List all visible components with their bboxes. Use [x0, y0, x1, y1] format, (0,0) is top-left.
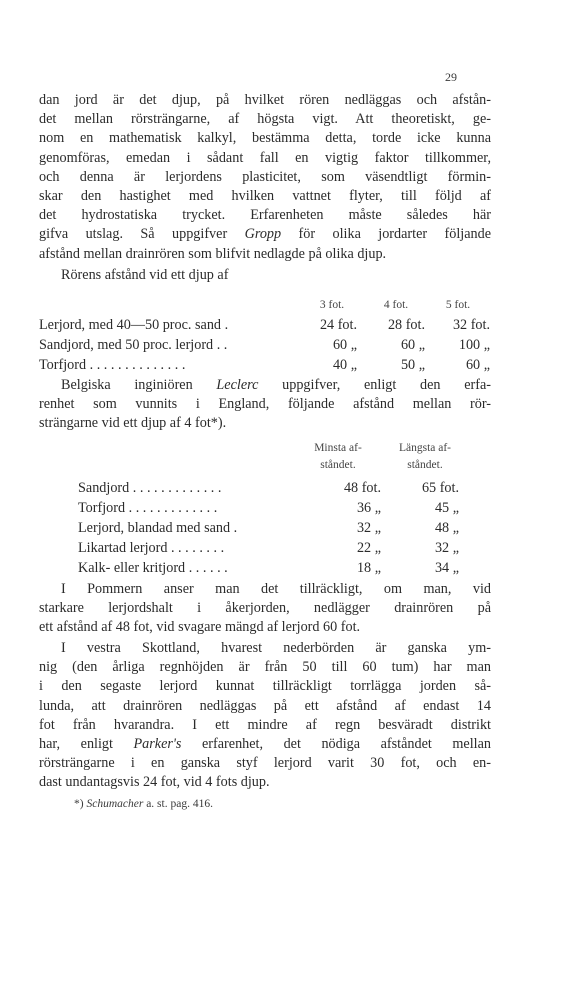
text-line: afstånd mellan drainrören som blifvit nedlagde på olika djup.: [39, 245, 387, 262]
paragraph-drain-depth: [39, 91, 491, 264]
table-row: Sandjord, med 50 proc. lerjord . . 60 „ 60 „ 100 „: [39, 337, 490, 353]
table1-caption-row: [39, 266, 491, 285]
text-line: nom en mathematisk kalkyl, bestämma detta, torde icke kunna: [39, 130, 491, 147]
table-row: Sandjord . . . . . . . . . . . . . 48 fot. 65 fot.: [78, 480, 459, 496]
table2-header-max-2: ståndet.: [407, 459, 443, 471]
text-line: ett afstånd af 48 fot, vid svagare mängd af lerjord 60 fot.: [39, 619, 361, 636]
paragraph-leclerc: [39, 376, 491, 434]
text-line: det hydrostatiska trycket. Erfarenheten måste således här: [39, 207, 491, 224]
text-line: i den segaste lerjord kunnat tillräckligt torrlägga jorden så-: [39, 678, 491, 695]
text-line: lunda, att drainrören nedläggas på ett afstånd af endast 14: [39, 697, 491, 714]
text-line: dast undantagsvis 24 fot, vid 4 fots djup.: [39, 774, 270, 791]
text-line: I Pommern anser man det tillräckligt, om man, vid: [61, 581, 491, 597]
paragraph-pommern: [39, 580, 491, 638]
table-row: Likartad lerjord . . . . . . . . 22 „ 32 „: [78, 540, 459, 556]
footnote: *) Schumacher a. st. pag. 416.: [74, 798, 213, 810]
footnote-author: Schumacher: [86, 798, 144, 810]
table2-header-min-1: Minsta af-: [314, 442, 362, 454]
text-line: fot från hvarandra. I ett mindre af regn besväradt distrikt: [39, 716, 491, 733]
author-name: Leclerc: [216, 377, 259, 393]
table1-header-4fot: 4 fot.: [383, 299, 409, 311]
table2-header-min-2: ståndet.: [320, 459, 356, 471]
text-line: Belgiska inginiören Leclerc uppgifver, enligt den erfa-: [61, 377, 491, 393]
table1-header-5fot: 5 fot.: [445, 299, 471, 311]
table-row: Torfjord . . . . . . . . . . . . . 36 „ 45 „: [78, 500, 459, 516]
table-row: Lerjord, blandad med sand . 32 „ 48 „: [78, 520, 459, 536]
text-line: det mellan rörsträngarne, af högsta vigt. Att theoretiskt, ge-: [39, 111, 491, 128]
table-row: Torfjord . . . . . . . . . . . . . . 40 „ 50 „ 60 „: [39, 357, 490, 373]
author-name: Gropp: [244, 226, 282, 243]
author-name: Parker's: [133, 736, 182, 753]
text-line: genomföras, emedan i sådant fall en vigtig faktor tillkommer,: [39, 149, 491, 166]
text-line: skar den hastighet med hvilken vattnet flyter, till följd af: [39, 188, 491, 205]
table-row: Kalk- eller kritjord . . . . . . 18 „ 34 „: [78, 560, 459, 576]
table2-header-max-1: Längsta af-: [398, 442, 452, 454]
table1-caption: Rörens afstånd vid ett djup af: [61, 267, 229, 283]
text-line: har, enligt Parker's erfarenhet, det nödiga afståndet mellan: [39, 736, 491, 753]
text-line: rörsträngarne i en ganska styf lerjord varit 30 fot, och en-: [39, 755, 491, 772]
text-line: nig (den årliga regnhöjden är från 50 till 60 tum) har man: [39, 659, 491, 676]
text-line: och denna är lerjordens plasticitet, som väsendtligt förmin-: [39, 168, 491, 185]
table1-header-3fot: 3 fot.: [319, 299, 345, 311]
text-line: strängarne vid ett djup af 4 fot*).: [39, 415, 227, 432]
paragraph-skottland: [39, 639, 491, 793]
text-line: I vestra Skottland, hvarest nederbörden är ganska ym-: [61, 640, 491, 656]
text-line: starkare lerjordshalt i åkerjorden, nedlägger drainrören på: [39, 600, 491, 617]
page-number: 29: [445, 70, 457, 84]
table-row: Lerjord, med 40—50 proc. sand . 24 fot. 28 fot. 32 fot.: [39, 317, 490, 333]
text-line: renhet som vunnits i England, följande afstånd mellan rör-: [39, 396, 491, 413]
text-line: dan jord är det djup, på hvilket rören nedläggas och afstån-: [39, 92, 491, 108]
text-line: gifva utslag. Så uppgifver Gropp för olika jordarter följande: [39, 226, 492, 243]
